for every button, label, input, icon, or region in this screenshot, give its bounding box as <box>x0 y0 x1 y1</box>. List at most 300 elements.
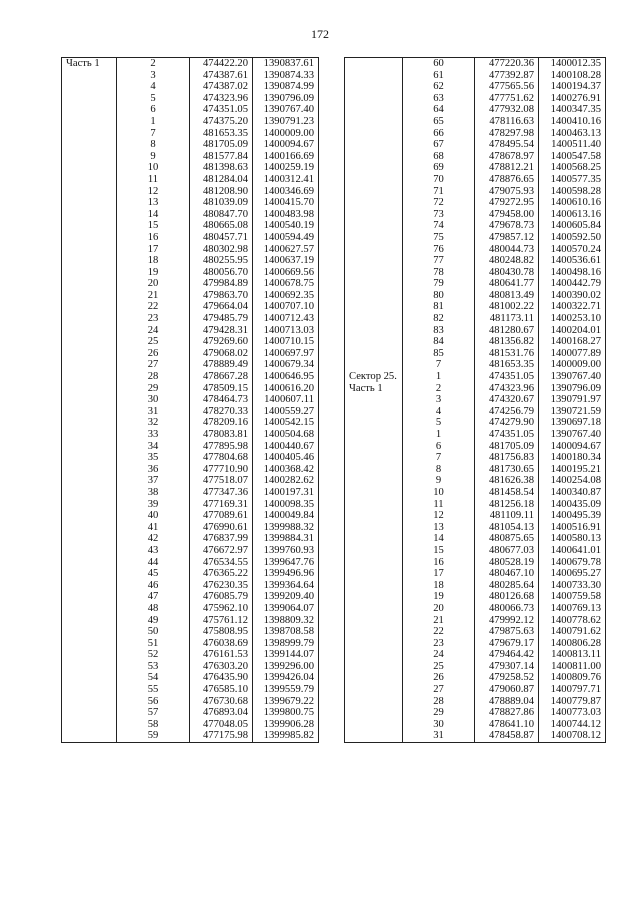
point-number-cell: 75 <box>403 232 475 244</box>
y-coordinate-cell: 1400616.20 <box>253 383 319 395</box>
section-label-cell <box>345 510 403 522</box>
table-row <box>345 649 606 661</box>
section-label-cell <box>345 186 403 198</box>
x-coordinate-cell: 477392.87 <box>475 70 539 82</box>
y-coordinate-cell: 1399760.93 <box>253 545 319 557</box>
section-label-cell <box>345 151 403 163</box>
section-label-cell <box>345 626 403 638</box>
x-coordinate-cell: 480457.71 <box>190 232 253 244</box>
table-row <box>62 545 319 557</box>
y-coordinate-cell: 1400195.21 <box>539 464 606 476</box>
x-coordinate-cell: 481208.90 <box>190 186 253 198</box>
section-label-cell <box>345 441 403 453</box>
point-number-cell: 56 <box>117 696 190 708</box>
x-coordinate-cell: 478083.81 <box>190 429 253 441</box>
x-coordinate-cell: 481577.84 <box>190 151 253 163</box>
table-row <box>345 533 606 545</box>
point-number-cell: 62 <box>403 81 475 93</box>
x-coordinate-cell: 474422.20 <box>190 58 253 70</box>
point-number-cell: 85 <box>403 348 475 360</box>
section-label-cell <box>345 557 403 569</box>
section-label-cell <box>62 174 117 186</box>
table-row <box>345 591 606 603</box>
x-coordinate-cell: 481356.82 <box>475 336 539 348</box>
section-label-cell <box>62 441 117 453</box>
table-row <box>62 371 319 383</box>
table-row <box>345 359 606 371</box>
x-coordinate-cell: 480528.19 <box>475 557 539 569</box>
x-coordinate-cell: 477048.05 <box>190 719 253 731</box>
section-label-cell <box>345 255 403 267</box>
table-row <box>62 139 319 151</box>
table-row <box>345 70 606 82</box>
point-number-cell: 4 <box>117 81 190 93</box>
table-row <box>62 383 319 395</box>
table-row <box>345 638 606 650</box>
table-row <box>62 696 319 708</box>
table-row <box>62 209 319 221</box>
section-label-cell <box>62 267 117 279</box>
y-coordinate-cell: 1400797.71 <box>539 684 606 696</box>
point-number-cell: 22 <box>117 301 190 313</box>
point-number-cell: 16 <box>117 232 190 244</box>
section-label-cell <box>62 719 117 731</box>
table-row <box>62 186 319 198</box>
section-label-cell <box>345 591 403 603</box>
y-coordinate-cell: 1390767.40 <box>539 429 606 441</box>
point-number-cell: 8 <box>403 464 475 476</box>
section-label-cell <box>62 626 117 638</box>
table-row <box>345 336 606 348</box>
point-number-cell: 6 <box>403 441 475 453</box>
table-row <box>62 278 319 290</box>
point-number-cell: 46 <box>117 580 190 592</box>
point-number-cell: 65 <box>403 116 475 128</box>
x-coordinate-cell: 479678.73 <box>475 220 539 232</box>
table-row <box>345 510 606 522</box>
table-row <box>62 128 319 140</box>
point-number-cell: 59 <box>117 730 190 742</box>
y-coordinate-cell: 1400809.76 <box>539 672 606 684</box>
section-label-cell <box>62 128 117 140</box>
table-row <box>62 93 319 105</box>
section-label-cell <box>62 672 117 684</box>
y-coordinate-cell: 1400253.10 <box>539 313 606 325</box>
y-coordinate-cell: 1400679.78 <box>539 557 606 569</box>
table-row <box>62 638 319 650</box>
table-row <box>62 394 319 406</box>
y-coordinate-cell: 1400516.91 <box>539 522 606 534</box>
section-label-cell <box>345 267 403 279</box>
section-label-cell <box>345 116 403 128</box>
y-coordinate-cell: 1399296.00 <box>253 661 319 673</box>
point-number-cell: 51 <box>117 638 190 650</box>
section-label-cell <box>62 209 117 221</box>
y-coordinate-cell: 1399144.07 <box>253 649 319 661</box>
point-number-cell: 32 <box>117 417 190 429</box>
point-number-cell: 27 <box>403 684 475 696</box>
section-label-cell <box>345 325 403 337</box>
x-coordinate-cell: 481284.04 <box>190 174 253 186</box>
section-label-cell <box>62 533 117 545</box>
point-number-cell: 73 <box>403 209 475 221</box>
y-coordinate-cell: 1400410.16 <box>539 116 606 128</box>
section-label-cell <box>62 244 117 256</box>
point-number-cell: 72 <box>403 197 475 209</box>
table-row <box>345 499 606 511</box>
table-row <box>345 615 606 627</box>
y-coordinate-cell: 1398809.32 <box>253 615 319 627</box>
section-label-cell <box>345 429 403 441</box>
table-row <box>62 429 319 441</box>
page-number: 172 <box>311 27 329 41</box>
x-coordinate-cell: 480255.95 <box>190 255 253 267</box>
table-row <box>345 244 606 256</box>
y-coordinate-cell: 1400405.46 <box>253 452 319 464</box>
y-coordinate-cell: 1400610.16 <box>539 197 606 209</box>
point-number-cell: 77 <box>403 255 475 267</box>
x-coordinate-cell: 478827.86 <box>475 707 539 719</box>
x-coordinate-cell: 477169.31 <box>190 499 253 511</box>
table-row <box>345 81 606 93</box>
section-label-cell <box>62 336 117 348</box>
point-number-cell: 80 <box>403 290 475 302</box>
section-label-cell <box>62 649 117 661</box>
y-coordinate-cell: 1399064.07 <box>253 603 319 615</box>
x-coordinate-cell: 475808.95 <box>190 626 253 638</box>
point-number-cell: 1 <box>117 116 190 128</box>
point-number-cell: 30 <box>403 719 475 731</box>
table-row <box>62 452 319 464</box>
section-label-cell <box>345 93 403 105</box>
y-coordinate-cell: 1399496.96 <box>253 568 319 580</box>
y-coordinate-cell: 1400540.19 <box>253 220 319 232</box>
x-coordinate-cell: 478209.16 <box>190 417 253 429</box>
point-number-cell: 5 <box>403 417 475 429</box>
section-label-cell <box>62 591 117 603</box>
table-row <box>345 429 606 441</box>
table-row <box>345 301 606 313</box>
point-number-cell: 18 <box>403 580 475 592</box>
table-row <box>345 220 606 232</box>
section-label-cell <box>345 649 403 661</box>
point-number-cell: 27 <box>117 359 190 371</box>
point-number-cell: 49 <box>117 615 190 627</box>
y-coordinate-cell: 1400613.16 <box>539 209 606 221</box>
point-number-cell: 11 <box>117 174 190 186</box>
table-row <box>62 661 319 673</box>
y-coordinate-cell: 1400440.67 <box>253 441 319 453</box>
x-coordinate-cell: 475962.10 <box>190 603 253 615</box>
y-coordinate-cell: 1400678.75 <box>253 278 319 290</box>
y-coordinate-cell: 1400483.98 <box>253 209 319 221</box>
point-number-cell: 7 <box>403 452 475 464</box>
point-number-cell: 61 <box>403 70 475 82</box>
x-coordinate-cell: 479307.14 <box>475 661 539 673</box>
section-label-cell <box>62 394 117 406</box>
table-row <box>62 232 319 244</box>
section-label-cell <box>345 359 403 371</box>
y-coordinate-cell: 1400607.11 <box>253 394 319 406</box>
x-coordinate-cell: 477710.90 <box>190 464 253 476</box>
x-coordinate-cell: 480285.64 <box>475 580 539 592</box>
x-coordinate-cell: 477804.68 <box>190 452 253 464</box>
section-label-cell <box>62 290 117 302</box>
y-coordinate-cell: 1399647.76 <box>253 557 319 569</box>
section-label-cell <box>62 313 117 325</box>
section-label-cell <box>62 81 117 93</box>
section-label-cell <box>345 603 403 615</box>
section-label-cell <box>345 417 403 429</box>
y-coordinate-cell: 1400322.71 <box>539 301 606 313</box>
table-row <box>345 348 606 360</box>
y-coordinate-cell: 1400707.10 <box>253 301 319 313</box>
section-label-cell <box>62 348 117 360</box>
point-number-cell: 19 <box>403 591 475 603</box>
table-row <box>345 557 606 569</box>
point-number-cell: 4 <box>403 406 475 418</box>
x-coordinate-cell: 479060.87 <box>475 684 539 696</box>
x-coordinate-cell: 480302.98 <box>190 244 253 256</box>
x-coordinate-cell: 479984.89 <box>190 278 253 290</box>
point-number-cell: 6 <box>117 104 190 116</box>
point-number-cell: 5 <box>117 93 190 105</box>
section-label-cell <box>345 58 403 70</box>
point-number-cell: 3 <box>117 70 190 82</box>
section-label-cell <box>62 603 117 615</box>
point-number-cell: 39 <box>117 499 190 511</box>
section-label-cell <box>62 371 117 383</box>
section-label-cell <box>62 406 117 418</box>
table-row <box>345 371 606 383</box>
table-row <box>62 557 319 569</box>
table-row <box>62 499 319 511</box>
y-coordinate-cell: 1400282.62 <box>253 475 319 487</box>
section-label-cell <box>62 661 117 673</box>
x-coordinate-cell: 474351.05 <box>190 104 253 116</box>
y-coordinate-cell: 1400773.03 <box>539 707 606 719</box>
point-number-cell: 23 <box>117 313 190 325</box>
point-number-cell: 9 <box>117 151 190 163</box>
table-row <box>345 707 606 719</box>
point-number-cell: 84 <box>403 336 475 348</box>
y-coordinate-cell: 1400108.28 <box>539 70 606 82</box>
x-coordinate-cell: 481626.38 <box>475 475 539 487</box>
table-row <box>345 487 606 499</box>
point-number-cell: 76 <box>403 244 475 256</box>
point-number-cell: 52 <box>117 649 190 661</box>
x-coordinate-cell: 480248.82 <box>475 255 539 267</box>
y-coordinate-cell: 1390796.09 <box>539 383 606 395</box>
y-coordinate-cell: 1400811.00 <box>539 661 606 673</box>
y-coordinate-cell: 1400712.43 <box>253 313 319 325</box>
table-row <box>62 255 319 267</box>
section-label-cell <box>62 301 117 313</box>
point-number-cell: 69 <box>403 162 475 174</box>
point-number-cell: 7 <box>403 359 475 371</box>
table-row <box>345 568 606 580</box>
table-row <box>62 707 319 719</box>
y-coordinate-cell: 1399364.64 <box>253 580 319 592</box>
x-coordinate-cell: 477175.98 <box>190 730 253 742</box>
x-coordinate-cell: 474323.96 <box>475 383 539 395</box>
x-coordinate-cell: 479075.93 <box>475 186 539 198</box>
x-coordinate-cell: 474375.20 <box>190 116 253 128</box>
x-coordinate-cell: 477347.36 <box>190 487 253 499</box>
point-number-cell: 29 <box>117 383 190 395</box>
x-coordinate-cell: 480847.70 <box>190 209 253 221</box>
section-label-cell <box>62 545 117 557</box>
section-label-cell <box>345 348 403 360</box>
y-coordinate-cell: 1399884.31 <box>253 533 319 545</box>
table-row <box>345 719 606 731</box>
y-coordinate-cell: 1400254.08 <box>539 475 606 487</box>
x-coordinate-cell: 476161.53 <box>190 649 253 661</box>
y-coordinate-cell: 1399988.32 <box>253 522 319 534</box>
y-coordinate-cell: 1400605.84 <box>539 220 606 232</box>
table-row <box>345 151 606 163</box>
section-label-cell <box>62 615 117 627</box>
section-label-cell <box>345 209 403 221</box>
point-number-cell: 57 <box>117 707 190 719</box>
y-coordinate-cell: 1400463.13 <box>539 128 606 140</box>
x-coordinate-cell: 476303.20 <box>190 661 253 673</box>
section-label-cell: Сектор 25. <box>345 371 403 383</box>
point-number-cell: 26 <box>117 348 190 360</box>
x-coordinate-cell: 479464.42 <box>475 649 539 661</box>
x-coordinate-cell: 477932.08 <box>475 104 539 116</box>
x-coordinate-cell: 481458.54 <box>475 487 539 499</box>
y-coordinate-cell: 1400312.41 <box>253 174 319 186</box>
y-coordinate-cell: 1400390.02 <box>539 290 606 302</box>
point-number-cell: 28 <box>403 696 475 708</box>
table-row <box>62 290 319 302</box>
point-number-cell: 16 <box>403 557 475 569</box>
x-coordinate-cell: 476435.90 <box>190 672 253 684</box>
y-coordinate-cell: 1400547.58 <box>539 151 606 163</box>
section-label-cell <box>62 417 117 429</box>
y-coordinate-cell: 1400708.12 <box>539 730 606 742</box>
y-coordinate-cell: 1390791.97 <box>539 394 606 406</box>
y-coordinate-cell: 1400166.69 <box>253 151 319 163</box>
table-row <box>345 475 606 487</box>
table-row <box>62 244 319 256</box>
point-number-cell: 35 <box>117 452 190 464</box>
y-coordinate-cell: 1400009.00 <box>539 359 606 371</box>
point-number-cell: 7 <box>117 128 190 140</box>
section-label-cell <box>345 232 403 244</box>
point-number-cell: 14 <box>117 209 190 221</box>
y-coordinate-cell: 1400697.97 <box>253 348 319 360</box>
x-coordinate-cell: 476230.35 <box>190 580 253 592</box>
point-number-cell: 50 <box>117 626 190 638</box>
table-row <box>345 93 606 105</box>
section-label-cell <box>345 220 403 232</box>
x-coordinate-cell: 478678.97 <box>475 151 539 163</box>
section-label-cell <box>345 545 403 557</box>
point-number-cell: 43 <box>117 545 190 557</box>
section-label-cell <box>62 186 117 198</box>
y-coordinate-cell: 1400791.62 <box>539 626 606 638</box>
table-row <box>345 383 606 395</box>
x-coordinate-cell: 481653.35 <box>190 128 253 140</box>
table-row <box>62 359 319 371</box>
point-number-cell: 48 <box>117 603 190 615</box>
section-label-cell <box>62 325 117 337</box>
section-label-cell <box>62 232 117 244</box>
table-row <box>62 591 319 603</box>
section-label-cell <box>62 93 117 105</box>
table-row <box>62 81 319 93</box>
table-row <box>62 151 319 163</box>
table-row <box>62 522 319 534</box>
y-coordinate-cell: 1400580.13 <box>539 533 606 545</box>
table-row <box>345 232 606 244</box>
table-row <box>345 209 606 221</box>
point-number-cell: 18 <box>117 255 190 267</box>
x-coordinate-cell: 479428.31 <box>190 325 253 337</box>
section-label-cell <box>62 464 117 476</box>
x-coordinate-cell: 478876.65 <box>475 174 539 186</box>
x-coordinate-cell: 480430.78 <box>475 267 539 279</box>
x-coordinate-cell: 478667.28 <box>190 371 253 383</box>
point-number-cell: 53 <box>117 661 190 673</box>
y-coordinate-cell: 1400744.12 <box>539 719 606 731</box>
y-coordinate-cell: 1400077.89 <box>539 348 606 360</box>
table-row <box>345 197 606 209</box>
y-coordinate-cell: 1400276.91 <box>539 93 606 105</box>
section-label-cell <box>62 696 117 708</box>
section-label-cell <box>62 638 117 650</box>
point-number-cell: 10 <box>403 487 475 499</box>
point-number-cell: 66 <box>403 128 475 140</box>
x-coordinate-cell: 481173.11 <box>475 313 539 325</box>
point-number-cell: 45 <box>117 568 190 580</box>
x-coordinate-cell: 481756.83 <box>475 452 539 464</box>
x-coordinate-cell: 476730.68 <box>190 696 253 708</box>
y-coordinate-cell: 1400194.37 <box>539 81 606 93</box>
section-label-cell <box>62 104 117 116</box>
y-coordinate-cell: 1400204.01 <box>539 325 606 337</box>
y-coordinate-cell: 1400559.27 <box>253 406 319 418</box>
section-label-cell <box>345 522 403 534</box>
x-coordinate-cell: 480066.73 <box>475 603 539 615</box>
table-row <box>62 313 319 325</box>
x-coordinate-cell: 481039.09 <box>190 197 253 209</box>
point-number-cell: 24 <box>403 649 475 661</box>
section-label-cell <box>62 116 117 128</box>
table-row <box>62 603 319 615</box>
x-coordinate-cell: 481730.65 <box>475 464 539 476</box>
section-label-cell <box>62 580 117 592</box>
point-number-cell: 82 <box>403 313 475 325</box>
table-row <box>345 325 606 337</box>
x-coordinate-cell: 481280.67 <box>475 325 539 337</box>
point-number-cell: 9 <box>403 475 475 487</box>
x-coordinate-cell: 476893.04 <box>190 707 253 719</box>
x-coordinate-cell: 474256.79 <box>475 406 539 418</box>
section-label-cell <box>62 487 117 499</box>
point-number-cell: 13 <box>403 522 475 534</box>
x-coordinate-cell: 478270.33 <box>190 406 253 418</box>
section-label-cell <box>345 336 403 348</box>
point-number-cell: 55 <box>117 684 190 696</box>
x-coordinate-cell: 481109.11 <box>475 510 539 522</box>
y-coordinate-cell: 1400713.03 <box>253 325 319 337</box>
section-label-cell <box>345 174 403 186</box>
table-row <box>345 452 606 464</box>
table-row <box>345 672 606 684</box>
